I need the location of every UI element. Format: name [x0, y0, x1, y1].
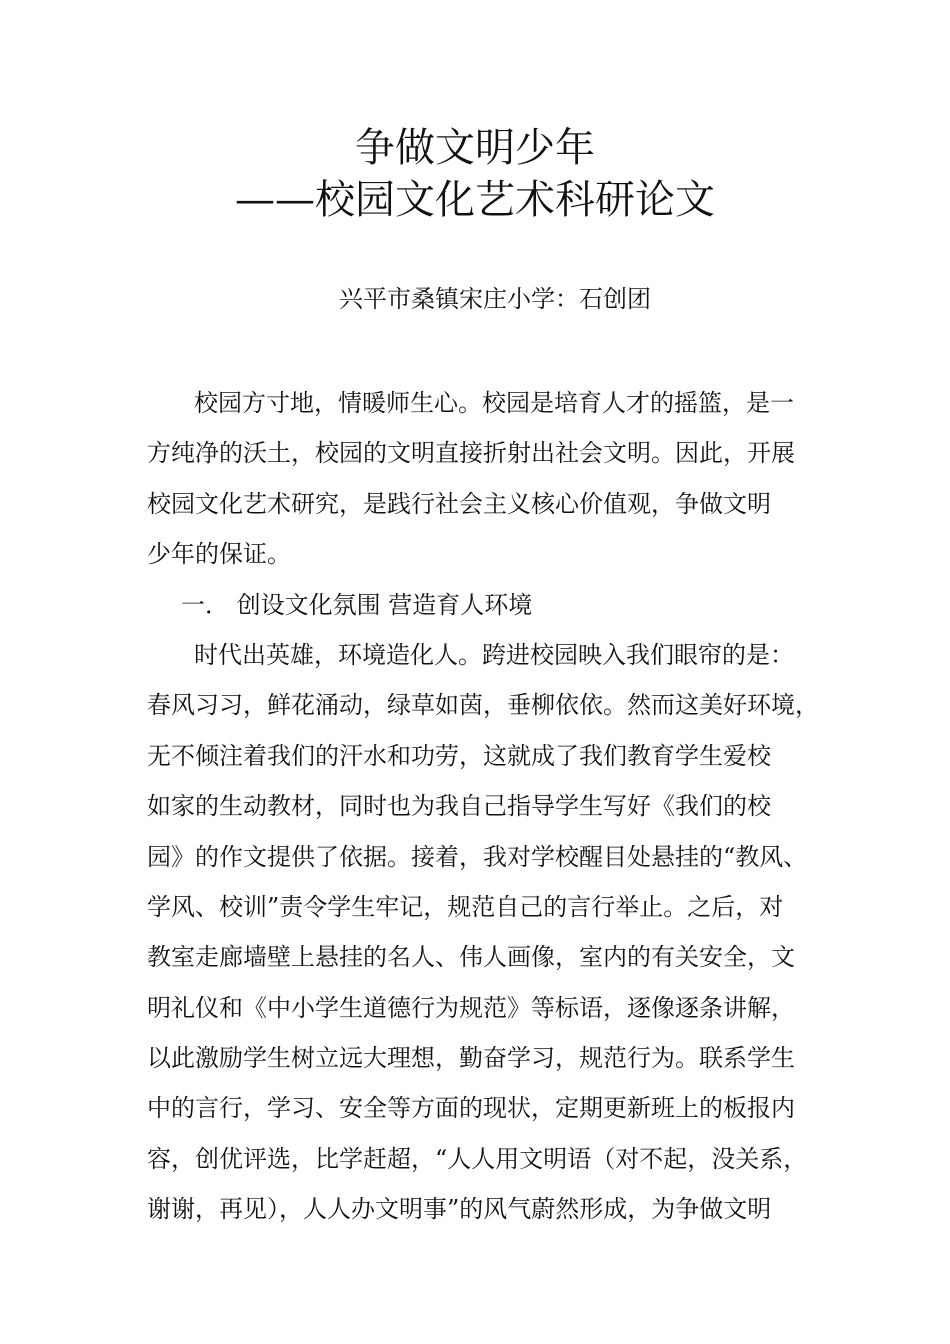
paragraph-line: 中的言行，学习、安全等方面的现状，定期更新班上的板报内: [147, 1094, 795, 1123]
paragraph-line: 学风、校训”责令学生牢记，规范自己的言行举止。之后，对: [147, 892, 784, 921]
document-subtitle: ——校园文化艺术科研论文: [235, 177, 715, 223]
paragraph-line: 方纯净的沃土，校园的文明直接折射出社会文明。因此，开展: [147, 439, 795, 468]
document-title: 争做文明少年: [355, 125, 595, 171]
paragraph-line: 教室走廊墙壁上悬挂的名人、伟人画像，室内的有关安全，文: [147, 943, 795, 972]
document-body: [147, 378, 819, 1235]
paragraph-line: 校园文化艺术研究，是践行社会主义核心价值观，争做文明: [147, 489, 771, 518]
paragraph-line: 春风习习，鲜花涌动，绿草如茵，垂柳依依。然而这美好环境，: [147, 691, 819, 720]
paragraph-line: 容，创优评选，比学赶超，“人人用文明语（对不起，没关系，: [147, 1144, 808, 1173]
paragraph-line: 明礼仪和《中小学生道德行为规范》等标语，逐像逐条讲解，: [147, 993, 795, 1022]
paragraph-line: 少年的保证。: [147, 540, 291, 569]
paragraph-line: 如家的生动教材，同时也为我自己指导学生写好《我们的校: [147, 792, 771, 821]
paragraph-line: 园》的作文提供了依据。接着，我对学校醒目处悬挂的“教风、: [147, 842, 808, 871]
document-author: 兴平市桑镇宋庄小学：石创团: [339, 285, 651, 313]
paragraph-line: 无不倾注着我们的汗水和功劳，这就成了我们教育学生爱校: [147, 741, 771, 770]
paragraph-line: 以此激励学生树立远大理想，勤奋学习，规范行为。联系学生: [147, 1044, 795, 1073]
paragraph-line: 时代出英雄，环境造化人。跨进校园映入我们眼帘的是：: [194, 640, 794, 669]
paragraph-line: 谢谢，再见），人人办文明事”的风气蔚然形成，为争做文明: [147, 1195, 772, 1224]
section-heading: 一． 创设文化氛围 营造育人环境: [181, 590, 533, 619]
paragraph-line: 校园方寸地，情暖师生心。校园是培育人才的摇篮，是一: [194, 389, 794, 417]
